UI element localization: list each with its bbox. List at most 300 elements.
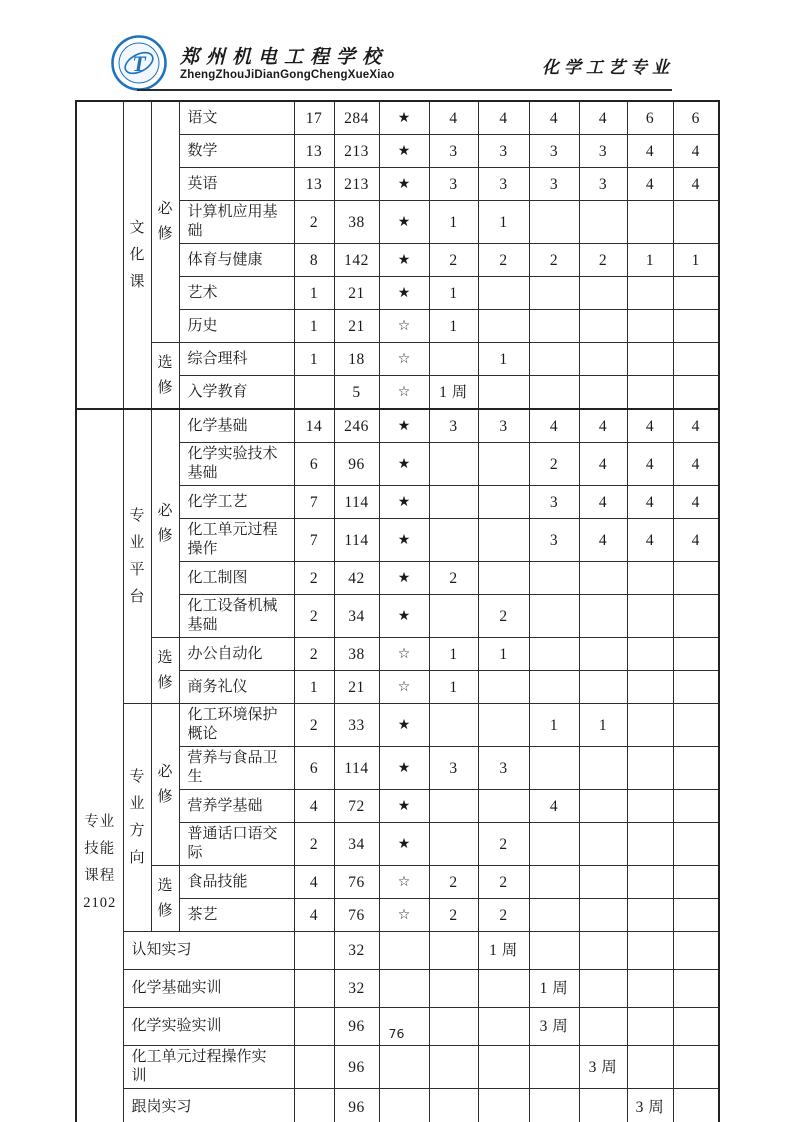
semester-cell xyxy=(579,562,627,595)
semester-cell: 6 xyxy=(627,101,673,135)
credits-cell xyxy=(294,932,334,970)
semester-cell: 2 xyxy=(429,562,478,595)
category-label-cell: 专 业 方 向 xyxy=(123,704,151,932)
star-cell: ★ xyxy=(379,168,429,201)
table-row xyxy=(76,638,719,671)
credits-cell: 14 xyxy=(294,409,334,443)
req-type-cell: 必 修 xyxy=(151,101,179,343)
semester-cell: 3 xyxy=(429,135,478,168)
credits-cell: 1 xyxy=(294,671,334,704)
semester-cell xyxy=(429,790,478,823)
course-name-cell: 普通话口语交际 xyxy=(179,823,294,866)
semester-cell: 2 xyxy=(529,244,579,277)
course-name-cell: 历史 xyxy=(179,310,294,343)
semester-cell xyxy=(673,1089,719,1122)
semester-cell xyxy=(673,899,719,932)
semester-cell xyxy=(529,201,579,244)
req-type-cell: 必 修 xyxy=(151,704,179,866)
star-cell: ★ xyxy=(379,277,429,310)
semester-cell: 2 xyxy=(579,244,627,277)
semester-cell: 1 xyxy=(429,671,478,704)
semester-cell xyxy=(478,519,529,562)
semester-cell xyxy=(673,823,719,866)
semester-cell xyxy=(627,376,673,410)
credits-cell: 13 xyxy=(294,168,334,201)
star-cell: ★ xyxy=(379,823,429,866)
star-cell: ★ xyxy=(379,519,429,562)
semester-cell: 1 xyxy=(579,704,627,747)
header-rule xyxy=(137,89,672,91)
semester-cell: 4 xyxy=(579,486,627,519)
semester-cell xyxy=(579,899,627,932)
hours-cell: 213 xyxy=(334,135,379,168)
semester-cell xyxy=(529,376,579,410)
credits-cell: 1 xyxy=(294,343,334,376)
semester-cell xyxy=(478,1046,529,1089)
semester-cell xyxy=(673,747,719,790)
hours-cell: 114 xyxy=(334,747,379,790)
table-row xyxy=(76,970,719,1008)
semester-cell: 3 周 xyxy=(579,1046,627,1089)
semester-cell xyxy=(579,310,627,343)
star-cell xyxy=(379,932,429,970)
semester-cell: 1 xyxy=(478,343,529,376)
semester-cell xyxy=(478,310,529,343)
credits-cell: 6 xyxy=(294,443,334,486)
semester-cell xyxy=(673,277,719,310)
credits-cell: 2 xyxy=(294,704,334,747)
star-cell: ☆ xyxy=(379,376,429,410)
star-cell: ★ xyxy=(379,201,429,244)
hours-cell: 246 xyxy=(334,409,379,443)
semester-cell xyxy=(529,562,579,595)
semester-cell: 2 xyxy=(429,866,478,899)
course-name-cell: 英语 xyxy=(179,168,294,201)
semester-cell xyxy=(429,443,478,486)
hours-cell: 32 xyxy=(334,932,379,970)
course-name-cell: 食品技能 xyxy=(179,866,294,899)
table-row xyxy=(76,1046,719,1089)
semester-cell xyxy=(627,866,673,899)
semester-cell xyxy=(478,277,529,310)
hours-cell: 114 xyxy=(334,519,379,562)
semester-cell xyxy=(627,343,673,376)
semester-cell xyxy=(529,638,579,671)
semester-cell: 4 xyxy=(673,409,719,443)
hours-cell: 33 xyxy=(334,704,379,747)
semester-cell: 3 xyxy=(529,486,579,519)
semester-cell: 1 xyxy=(429,277,478,310)
semester-cell xyxy=(627,704,673,747)
semester-cell xyxy=(529,310,579,343)
course-name-cell: 化工制图 xyxy=(179,562,294,595)
course-name-cell: 体育与健康 xyxy=(179,244,294,277)
semester-cell: 3 xyxy=(478,409,529,443)
hours-cell: 32 xyxy=(334,970,379,1008)
credits-cell: 1 xyxy=(294,310,334,343)
semester-cell xyxy=(529,866,579,899)
semester-cell: 2 xyxy=(429,899,478,932)
req-type-cell: 选 修 xyxy=(151,866,179,932)
semester-cell: 1 xyxy=(478,638,529,671)
semester-cell: 3 xyxy=(478,747,529,790)
semester-cell xyxy=(579,932,627,970)
semester-cell: 3 xyxy=(529,519,579,562)
semester-cell: 3 xyxy=(579,135,627,168)
course-name-cell: 营养与食品卫生 xyxy=(179,747,294,790)
semester-cell: 4 xyxy=(627,409,673,443)
page-number: 76 xyxy=(388,1026,405,1041)
semester-cell xyxy=(529,1089,579,1122)
semester-cell xyxy=(529,899,579,932)
semester-cell: 4 xyxy=(673,486,719,519)
semester-cell xyxy=(673,310,719,343)
star-cell: ☆ xyxy=(379,638,429,671)
semester-cell xyxy=(673,704,719,747)
course-name-cell: 化工单元过程操作实训 xyxy=(123,1046,294,1089)
semester-cell xyxy=(627,790,673,823)
credits-cell: 17 xyxy=(294,101,334,135)
semester-cell xyxy=(429,1089,478,1122)
star-cell xyxy=(379,970,429,1008)
semester-cell: 3 xyxy=(429,409,478,443)
req-type-cell: 选 修 xyxy=(151,343,179,410)
semester-cell xyxy=(478,1089,529,1122)
semester-cell xyxy=(529,595,579,638)
credits-cell: 2 xyxy=(294,823,334,866)
hours-cell: 21 xyxy=(334,671,379,704)
semester-cell: 4 xyxy=(579,409,627,443)
semester-cell xyxy=(579,790,627,823)
semester-cell xyxy=(478,486,529,519)
semester-cell xyxy=(627,899,673,932)
hours-cell: 96 xyxy=(334,1089,379,1122)
semester-cell xyxy=(627,932,673,970)
semester-cell xyxy=(529,277,579,310)
table-row xyxy=(76,1089,719,1122)
star-cell: ☆ xyxy=(379,343,429,376)
semester-cell xyxy=(627,201,673,244)
category-label-cell: 专 业 平 台 xyxy=(123,409,151,704)
semester-cell xyxy=(478,790,529,823)
table-row xyxy=(76,101,719,135)
star-cell: ★ xyxy=(379,135,429,168)
semester-cell xyxy=(579,970,627,1008)
semester-cell xyxy=(579,343,627,376)
semester-cell xyxy=(429,970,478,1008)
semester-cell: 3 xyxy=(478,168,529,201)
hours-cell: 21 xyxy=(334,277,379,310)
semester-cell: 1 周 xyxy=(478,932,529,970)
semester-cell xyxy=(579,595,627,638)
semester-cell xyxy=(627,638,673,671)
semester-cell xyxy=(673,562,719,595)
credits-cell xyxy=(294,1089,334,1122)
star-cell xyxy=(379,1046,429,1089)
course-name-cell: 化学基础实训 xyxy=(123,970,294,1008)
credits-cell: 4 xyxy=(294,899,334,932)
semester-cell: 6 xyxy=(673,101,719,135)
course-name-cell: 茶艺 xyxy=(179,899,294,932)
course-name-cell: 化学基础 xyxy=(179,409,294,443)
curriculum-table xyxy=(75,100,720,1122)
star-cell: ★ xyxy=(379,443,429,486)
credits-cell: 13 xyxy=(294,135,334,168)
semester-cell xyxy=(627,277,673,310)
school-name-pinyin: ZhengZhouJiDianGongChengXueXiao xyxy=(180,69,395,81)
semester-cell: 3 xyxy=(429,168,478,201)
semester-cell: 4 xyxy=(529,101,579,135)
svg-text:T: T xyxy=(132,51,146,76)
semester-cell: 4 xyxy=(529,790,579,823)
star-cell: ☆ xyxy=(379,310,429,343)
semester-cell xyxy=(579,1089,627,1122)
semester-cell: 1 周 xyxy=(429,376,478,410)
semester-cell xyxy=(673,790,719,823)
semester-cell xyxy=(673,970,719,1008)
table-row xyxy=(76,409,719,443)
school-logo-icon xyxy=(110,34,168,92)
semester-cell: 3 xyxy=(579,168,627,201)
major-title: 化学工艺专业 xyxy=(542,58,674,77)
semester-cell: 2 xyxy=(478,866,529,899)
semester-cell: 2 xyxy=(478,244,529,277)
semester-cell xyxy=(673,201,719,244)
semester-cell xyxy=(673,866,719,899)
star-cell: ☆ xyxy=(379,671,429,704)
credits-cell: 6 xyxy=(294,747,334,790)
semester-cell: 3 xyxy=(429,747,478,790)
semester-cell xyxy=(478,562,529,595)
semester-cell xyxy=(673,671,719,704)
star-cell: ★ xyxy=(379,101,429,135)
semester-cell xyxy=(627,823,673,866)
semester-cell xyxy=(673,376,719,410)
hours-cell: 21 xyxy=(334,310,379,343)
credits-cell: 2 xyxy=(294,562,334,595)
star-cell: ★ xyxy=(379,704,429,747)
star-cell: ★ xyxy=(379,747,429,790)
semester-cell: 3 xyxy=(529,168,579,201)
semester-cell xyxy=(478,671,529,704)
semester-cell: 3 周 xyxy=(627,1089,673,1122)
star-cell: ★ xyxy=(379,244,429,277)
semester-cell: 4 xyxy=(673,168,719,201)
semester-cell: 4 xyxy=(627,168,673,201)
semester-cell xyxy=(529,932,579,970)
hours-cell: 38 xyxy=(334,638,379,671)
school-name: 郑州机电工程学校 xyxy=(180,47,389,68)
credits-cell: 8 xyxy=(294,244,334,277)
semester-cell: 2 xyxy=(429,244,478,277)
table-row xyxy=(76,343,719,376)
semester-cell: 4 xyxy=(579,519,627,562)
semester-cell: 4 xyxy=(673,135,719,168)
course-name-cell: 跟岗实习 xyxy=(123,1089,294,1122)
semester-cell xyxy=(627,562,673,595)
hours-cell: 34 xyxy=(334,595,379,638)
hours-cell: 72 xyxy=(334,790,379,823)
semester-cell: 1 xyxy=(429,638,478,671)
semester-cell: 1 xyxy=(673,244,719,277)
hours-cell: 5 xyxy=(334,376,379,410)
semester-cell xyxy=(429,519,478,562)
semester-cell: 4 xyxy=(478,101,529,135)
hours-cell: 213 xyxy=(334,168,379,201)
course-name-cell: 语文 xyxy=(179,101,294,135)
semester-cell xyxy=(579,866,627,899)
semester-cell xyxy=(478,704,529,747)
semester-cell xyxy=(529,1046,579,1089)
semester-cell xyxy=(579,376,627,410)
star-cell: ☆ xyxy=(379,866,429,899)
course-name-cell: 入学教育 xyxy=(179,376,294,410)
semester-cell xyxy=(627,970,673,1008)
semester-cell: 1 周 xyxy=(529,970,579,1008)
credits-cell: 7 xyxy=(294,486,334,519)
credits-cell: 7 xyxy=(294,519,334,562)
semester-cell xyxy=(429,1046,478,1089)
semester-cell: 1 xyxy=(478,201,529,244)
semester-cell xyxy=(579,671,627,704)
table-row xyxy=(76,932,719,970)
hours-cell: 18 xyxy=(334,343,379,376)
semester-cell: 2 xyxy=(478,823,529,866)
hours-cell: 142 xyxy=(334,244,379,277)
semester-cell xyxy=(529,671,579,704)
semester-cell xyxy=(429,823,478,866)
hours-cell: 96 xyxy=(334,1046,379,1089)
star-cell: ★ xyxy=(379,409,429,443)
star-cell: ★ xyxy=(379,486,429,519)
course-name-cell: 化学实验实训 xyxy=(123,1008,294,1046)
semester-cell: 1 xyxy=(429,310,478,343)
credits-cell: 2 xyxy=(294,201,334,244)
semester-cell xyxy=(627,310,673,343)
group-cell-empty xyxy=(76,101,123,409)
hours-cell: 76 xyxy=(334,866,379,899)
course-name-cell: 营养学基础 xyxy=(179,790,294,823)
course-name-cell: 商务礼仪 xyxy=(179,671,294,704)
semester-cell xyxy=(579,201,627,244)
star-cell: ★ xyxy=(379,562,429,595)
semester-cell xyxy=(673,932,719,970)
hours-cell: 38 xyxy=(334,201,379,244)
semester-cell: 2 xyxy=(478,595,529,638)
semester-cell xyxy=(429,595,478,638)
semester-cell: 3 xyxy=(478,135,529,168)
credits-cell: 2 xyxy=(294,595,334,638)
course-name-cell: 综合理科 xyxy=(179,343,294,376)
credits-cell: 4 xyxy=(294,866,334,899)
course-name-cell: 艺术 xyxy=(179,277,294,310)
star-cell: ★ xyxy=(379,790,429,823)
semester-cell xyxy=(627,595,673,638)
semester-cell xyxy=(429,486,478,519)
hours-cell: 34 xyxy=(334,823,379,866)
semester-cell xyxy=(673,1046,719,1089)
credits-cell xyxy=(294,970,334,1008)
semester-cell: 4 xyxy=(429,101,478,135)
semester-cell xyxy=(478,970,529,1008)
credits-cell xyxy=(294,376,334,410)
course-name-cell: 认知实习 xyxy=(123,932,294,970)
req-type-cell: 选 修 xyxy=(151,638,179,704)
credits-cell: 4 xyxy=(294,790,334,823)
hours-cell: 114 xyxy=(334,486,379,519)
semester-cell: 4 xyxy=(627,443,673,486)
semester-cell: 4 xyxy=(627,519,673,562)
hours-cell: 284 xyxy=(334,101,379,135)
semester-cell xyxy=(529,747,579,790)
semester-cell xyxy=(429,343,478,376)
semester-cell: 4 xyxy=(579,101,627,135)
course-name-cell: 化工环境保护概论 xyxy=(179,704,294,747)
semester-cell xyxy=(673,638,719,671)
semester-cell: 3 xyxy=(529,135,579,168)
table-row xyxy=(76,704,719,747)
course-name-cell: 计算机应用基础 xyxy=(179,201,294,244)
semester-cell xyxy=(627,747,673,790)
course-name-cell: 办公自动化 xyxy=(179,638,294,671)
semester-cell xyxy=(429,704,478,747)
semester-cell xyxy=(529,343,579,376)
star-cell xyxy=(379,1089,429,1122)
semester-cell xyxy=(429,932,478,970)
req-type-cell: 必 修 xyxy=(151,409,179,638)
course-name-cell: 化学工艺 xyxy=(179,486,294,519)
semester-cell: 1 xyxy=(627,244,673,277)
credits-cell: 2 xyxy=(294,638,334,671)
semester-cell: 4 xyxy=(529,409,579,443)
semester-cell: 4 xyxy=(627,135,673,168)
semester-cell xyxy=(478,376,529,410)
semester-cell: 2 xyxy=(478,899,529,932)
semester-cell xyxy=(627,1046,673,1089)
group-label-cell: 专业 技能 课程 2102 xyxy=(76,409,123,1122)
semester-cell xyxy=(529,823,579,866)
semester-cell xyxy=(627,671,673,704)
semester-cell xyxy=(579,747,627,790)
hours-cell: 96 xyxy=(334,443,379,486)
semester-cell xyxy=(579,277,627,310)
semester-cell: 3 周 xyxy=(529,1008,579,1046)
star-cell: ☆ xyxy=(379,899,429,932)
semester-cell: 4 xyxy=(673,443,719,486)
semester-cell: 2 xyxy=(529,443,579,486)
semester-cell xyxy=(478,443,529,486)
hours-cell: 42 xyxy=(334,562,379,595)
semester-cell: 4 xyxy=(579,443,627,486)
semester-cell xyxy=(673,595,719,638)
semester-cell xyxy=(579,638,627,671)
semester-cell: 1 xyxy=(529,704,579,747)
hours-cell: 96 xyxy=(334,1008,379,1046)
semester-cell: 1 xyxy=(429,201,478,244)
table-body xyxy=(76,101,719,1122)
star-cell: ★ xyxy=(379,595,429,638)
credits-cell xyxy=(294,1046,334,1089)
category-label-cell: 文 化 课 xyxy=(123,101,151,409)
hours-cell: 76 xyxy=(334,899,379,932)
semester-cell: 4 xyxy=(627,486,673,519)
course-name-cell: 化学实验技术基础 xyxy=(179,443,294,486)
course-name-cell: 数学 xyxy=(179,135,294,168)
table-row xyxy=(76,866,719,899)
semester-cell xyxy=(579,823,627,866)
course-name-cell: 化工设备机械基础 xyxy=(179,595,294,638)
semester-cell: 4 xyxy=(673,519,719,562)
